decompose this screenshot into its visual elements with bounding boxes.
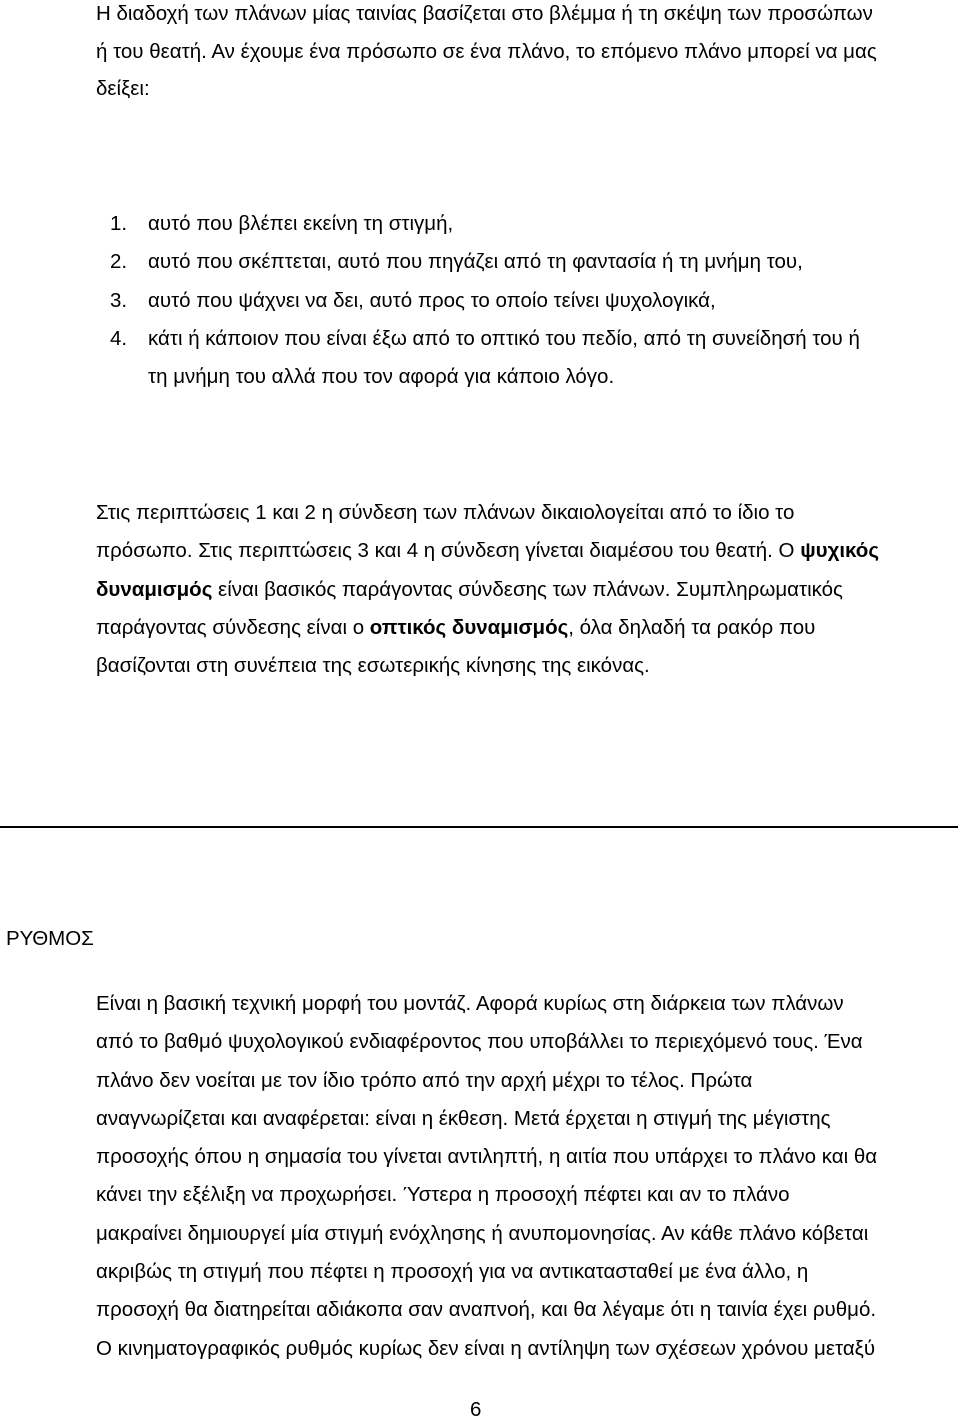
intro-line-2: ή του θεατή. Αν έχουμε ένα πρόσωπο σε ένα πλάνο, το επόμενο πλάνο μπορεί να μας [96, 40, 877, 63]
section-line: μακραίνει δημιουργεί μία στιγμή ενόχλησης ή ανυπομονησίας. Αν κάθε πλάνο κόβεται [96, 1222, 869, 1245]
paragraph-line [96, 578, 843, 602]
intro-line-3: δείξει: [96, 77, 150, 100]
list-item-4-line-1: κάτι ή κάποιον που είναι έξω από το οπτικό του πεδίο, από τη συνείδησή του ή [148, 327, 860, 350]
section-line: προσοχή θα διατηρείται αδιάκοπα σαν αναπνοή, και θα λέγαμε ότι η ταινία έχει ρυθμό. [96, 1298, 877, 1321]
paragraph-text: πρόσωπο. Στις περιπτώσεις 3 και 4 η σύνδεση γίνεται διαμέσου του θεατή. Ο [96, 539, 801, 562]
page-number: 6 [470, 1398, 482, 1421]
section-line: προσοχής όπου η σημασία του γίνεται αντιληπτή, η αιτία που υπάρχει το πλάνο και θα [96, 1145, 878, 1168]
list-item-4-line-2: τη μνήμη του αλλά που τον αφορά για κάποιο λόγο. [148, 365, 615, 388]
section-line: αναγνωρίζεται και αναφέρεται: είναι η έκθεση. Μετά έρχεται η στιγμή της μέγιστης [96, 1107, 831, 1130]
horizontal-divider [0, 826, 958, 828]
list-item-number: 4. [110, 327, 128, 350]
section-line: ακριβώς τη στιγμή που πέφτει η προσοχή για να αντικατασταθεί με ένα άλλο, η [96, 1260, 809, 1283]
section-line: Ο κινηματογραφικός ρυθμός κυρίως δεν είναι η αντίληψη των σχέσεων χρόνου μεταξύ [96, 1337, 876, 1360]
list-item-2: αυτό που σκέπτεται, αυτό που πηγάζει από τη φαντασία ή τη μνήμη του, [148, 250, 803, 273]
list-item-number: 1. [110, 212, 128, 235]
list-item-number: 2. [110, 250, 128, 273]
list-item-3: αυτό που ψάχνει να δει, αυτό προς το οποίο τείνει ψυχολογικά, [148, 289, 716, 312]
bold-term: δυναμισμός [96, 578, 213, 601]
section-line: πλάνο δεν νοείται με τον ίδιο τρόπο από την αρχή μέχρι το τέλος. Πρώτα [96, 1069, 753, 1092]
paragraph-text: , όλα δηλαδή τα ρακόρ που [568, 616, 816, 639]
section-line: Είναι η βασική τεχνική μορφή του μοντάζ. Αφορά κυρίως στη διάρκεια των πλάνων [96, 992, 844, 1015]
list-item-number: 3. [110, 289, 128, 312]
section-heading: ΡΥΘΜΟΣ [6, 927, 94, 950]
paragraph-line: Στις περιπτώσεις 1 και 2 η σύνδεση των πλάνων δικαιολογείται από το ίδιο το [96, 501, 795, 524]
paragraph-text: παράγοντας σύνδεσης είναι ο [96, 616, 370, 639]
paragraph-line [96, 616, 815, 640]
section-line: από το βαθμό ψυχολογικού ενδιαφέροντος που υποβάλλει το περιεχόμενό τους. Ένα [96, 1030, 863, 1053]
intro-line-1: Η διαδοχή των πλάνων μίας ταινίας βασίζεται στο βλέμμα ή τη σκέψη των προσώπων [96, 2, 873, 25]
list-item-1: αυτό που βλέπει εκείνη τη στιγμή, [148, 212, 454, 235]
bold-term: ψυχικός [800, 539, 879, 562]
paragraph-line: βασίζονται στη συνέπεια της εσωτερικής κίνησης της εικόνας. [96, 654, 650, 677]
paragraph-line [96, 539, 879, 563]
paragraph-text: είναι βασικός παράγοντας σύνδεσης των πλάνων. Συμπληρωματικός [212, 578, 843, 601]
section-line: κάνει την εξέλιξη να προχωρήσει. Ύστερα η προσοχή πέφτει και αν το πλάνο [96, 1183, 790, 1206]
bold-term: οπτικός δυναμισμός [369, 616, 569, 639]
